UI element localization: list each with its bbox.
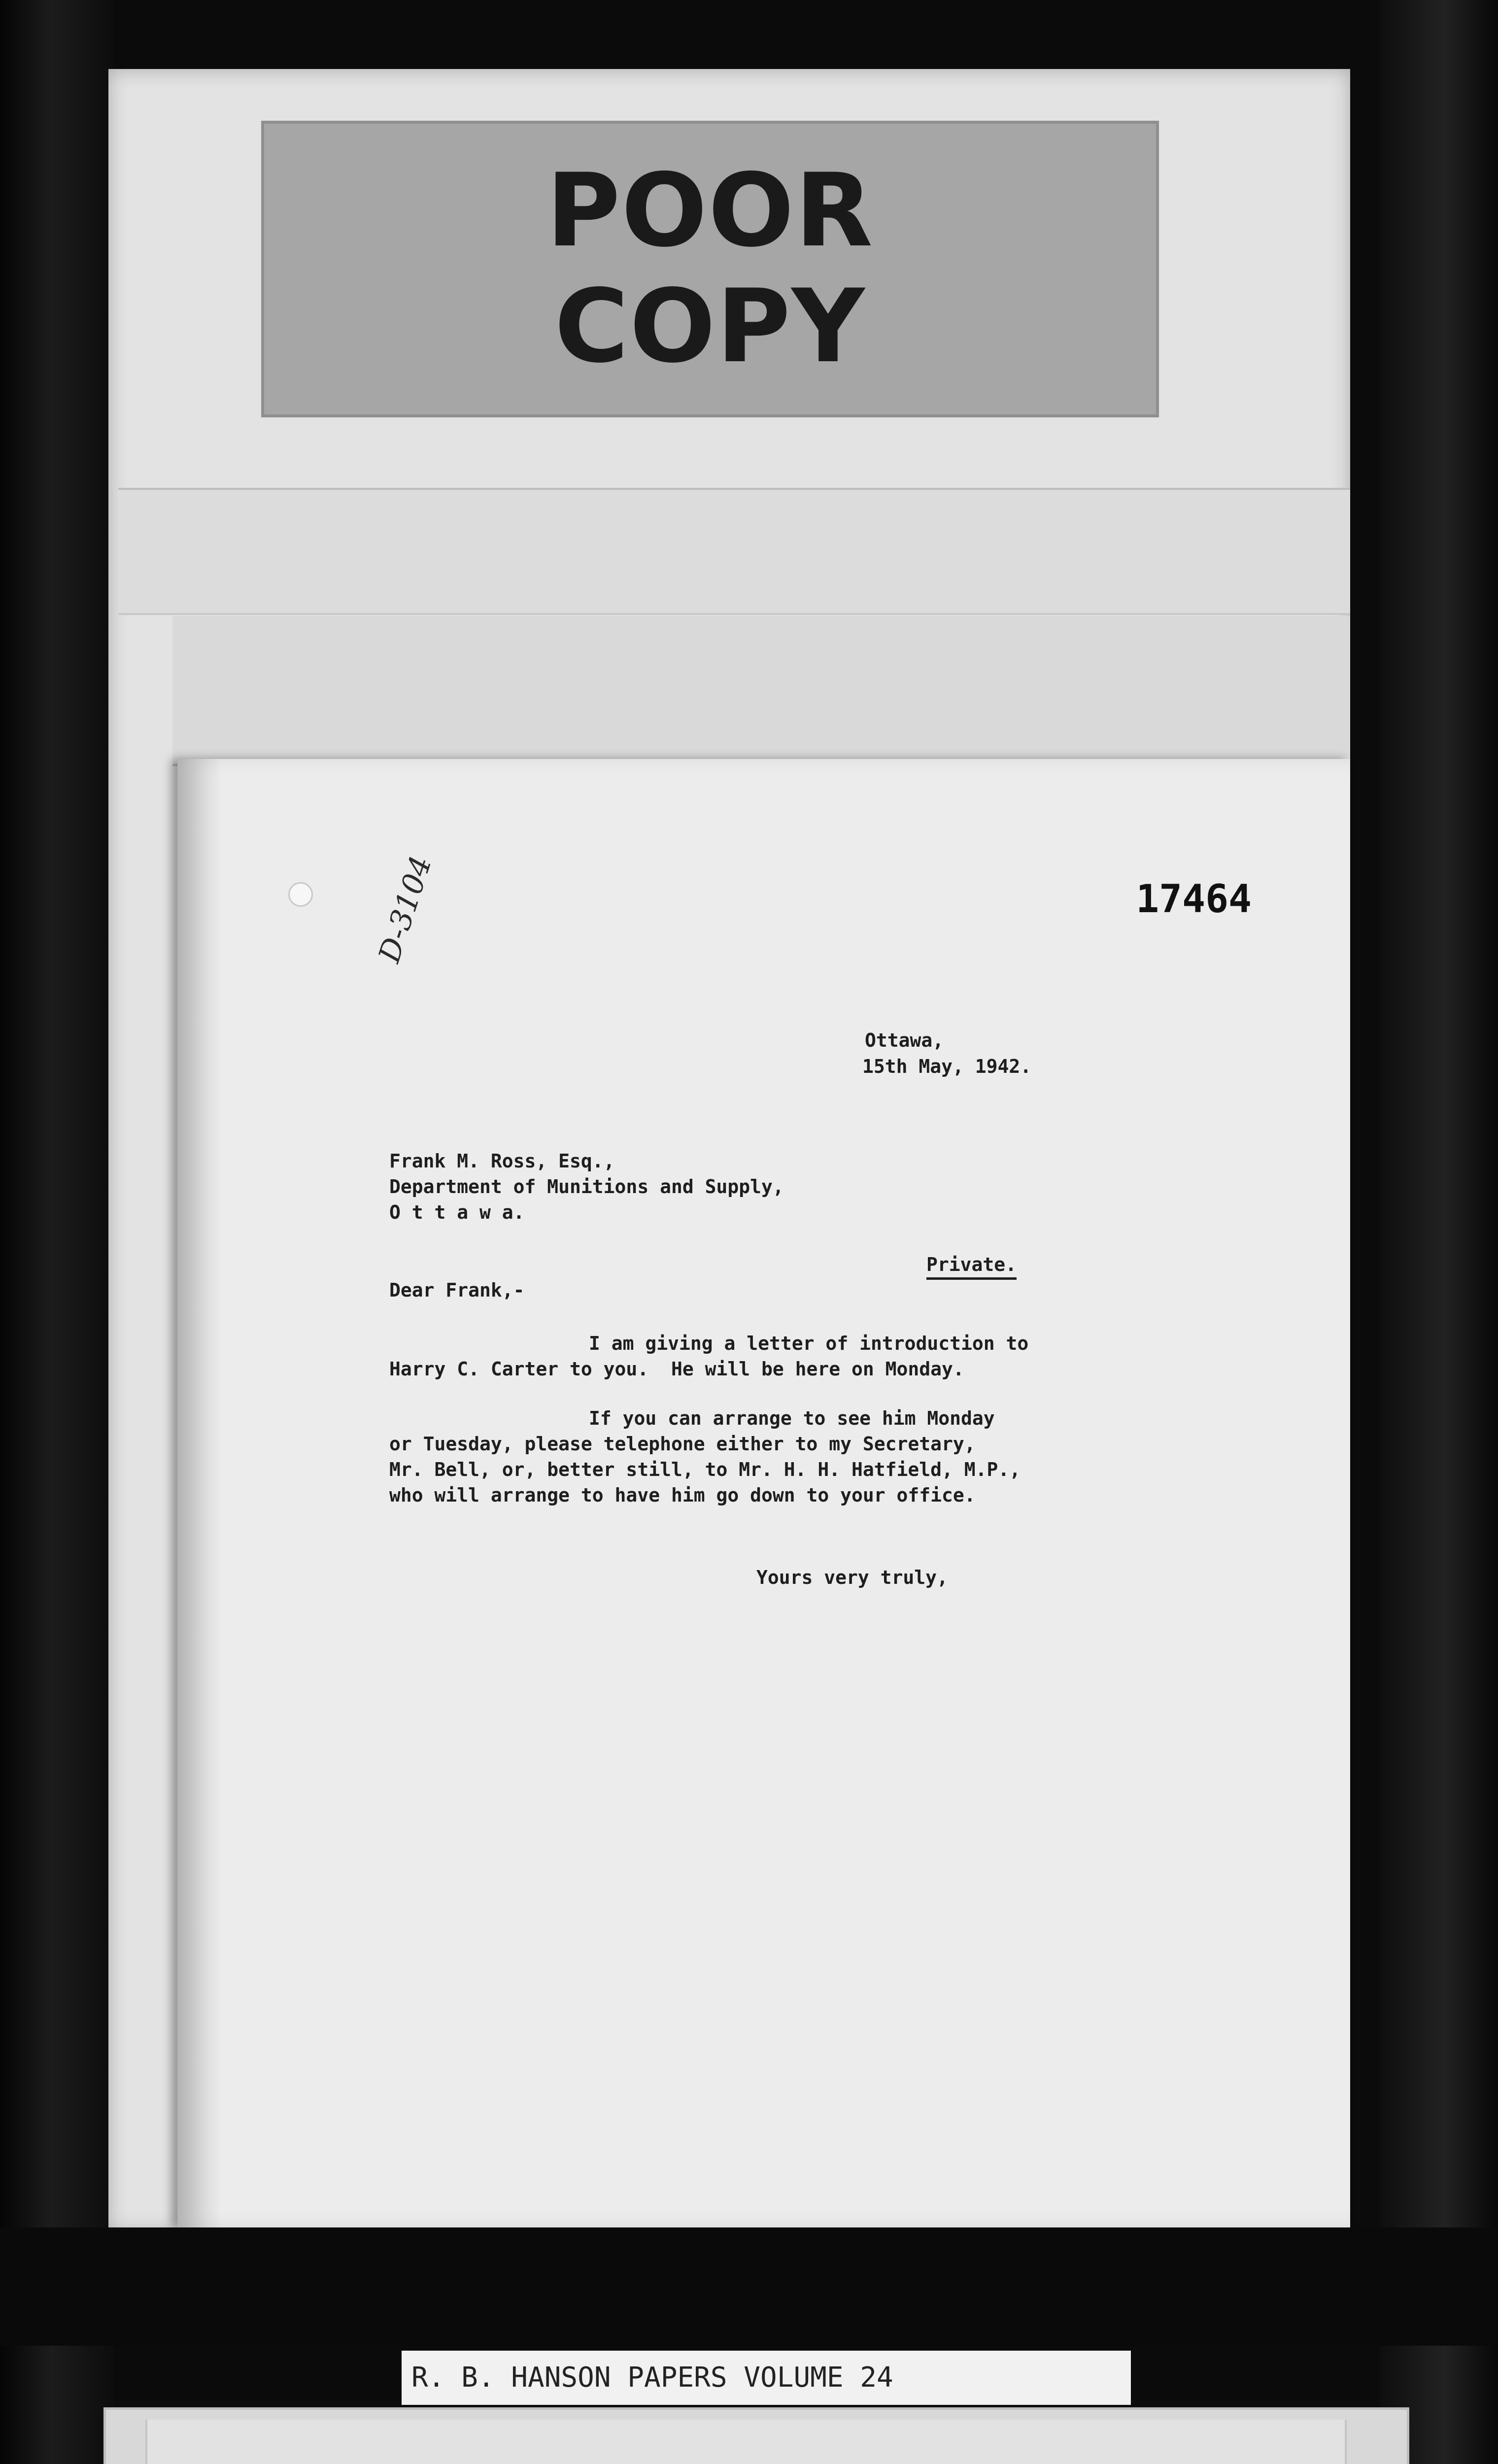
paragraph1-line2: Harry C. Carter to you. He will be here on Monday. [389,1358,964,1380]
paragraph2-line4: who will arrange to have him go down to your office. [389,1484,976,1506]
volume-tag [402,2351,1131,2405]
volume-tag-text: R. B. HANSON PAPERS VOLUME 24 [411,2361,893,2394]
punch-hole [288,882,313,907]
recipient-name: Frank M. Ross, Esq., [389,1150,615,1172]
film-gap [0,2227,1498,2346]
film-edge-right [1380,0,1498,2464]
paragraph2-line2: or Tuesday, please telephone either to my Secretary, [389,1433,976,1455]
archives-card [103,2407,1409,2464]
private-marking: Private. [926,1252,1017,1280]
letter-date: 15th May, 1942. [862,1056,1032,1077]
paper-fold [172,616,1350,766]
paragraph2-line1: If you can arrange to see him Monday [589,1407,995,1429]
archives-card-inner [145,2420,1347,2464]
recipient-city: O t t a w a. [389,1201,525,1223]
salutation: Dear Frank,- [389,1279,525,1301]
closing: Yours very truly, [756,1567,948,1588]
poor-copy-label [261,121,1159,417]
file-number: 17464 [1136,877,1252,922]
paragraph2-line3: Mr. Bell, or, better still, to Mr. H. H. Hatfield, M.P., [389,1459,1021,1480]
paper-fold [118,488,1350,615]
handwritten-note: D-3104 [372,852,439,967]
film-edge-left [0,0,113,2464]
letter-page [177,759,1350,2227]
letter-place: Ottawa, [865,1029,944,1051]
poor-copy-line-1: POOR [546,152,874,270]
recipient-department: Department of Munitions and Supply, [389,1176,784,1198]
paragraph1-line1: I am giving a letter of introduction to [589,1333,1029,1354]
poor-copy-line-2: COPY [554,268,866,385]
